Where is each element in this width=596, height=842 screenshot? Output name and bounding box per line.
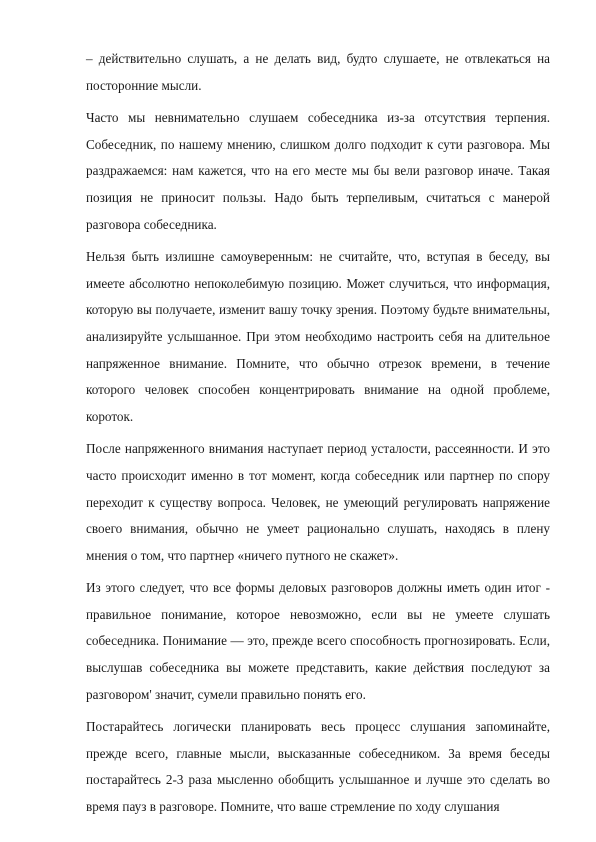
paragraph-4: После напряженного внимания наступает период усталости, рассеянности. И это часто происходит именно в тот момент, когда собеседник или партнер по спору переходит к существу вопроса. Человек, не умеющий регулировать напряжение своего внимания, обычно не умеет рационально слушать, находясь в плену мнения о том, что партнер «ничего путного не скажет».	[86, 441, 550, 563]
paragraph-2: Часто мы невнимательно слушаем собеседника из-за отсутствия терпения. Собеседник, по нашему мнению, слишком долго подходит к сути разговора. Мы раздражаемся: нам кажется, что на его месте мы бы вели разговор иначе. Такая позиция не приносит пользы. Надо быть терпеливым, считаться с манерой разговора собеседника.	[86, 110, 550, 232]
paragraph-5: Из этого следует, что все формы деловых разговоров должны иметь один итог - правильное понимание, которое невозможно, если вы не умеете слушать собеседника. Понимание — это, прежде всего способность прогнозировать. Если, выслушав собеседника вы можете представить, какие действия последуют за разговором' значит, сумели правильно понять его.	[86, 580, 550, 702]
paragraph-3: Нельзя быть излишне самоуверенным: не считайте, что, вступая в беседу, вы имеете абсолютно непоколебимую позицию. Может случиться, что информация, которую вы получаете, изменит вашу точку зрения. Поэтому будьте внимательны, анализируйте услышанное. При этом необходимо настроить себя на длительное напряженное внимание. Помните, что обычно отрезок времени, в течение которого человек способен концентрировать внимание на одной проблеме, короток.	[86, 249, 550, 424]
paragraph-1: – действительно слушать, а не делать вид, будто слушаете, не отвлекаться на посторонние мысли.	[86, 51, 550, 93]
paragraph-6: Постарайтесь логически планировать весь процесс слушания запоминайте, прежде всего, главные мысли, высказанные собеседником. За время беседы постарайтесь 2-3 раза мысленно обобщить услышанное и лучше это сделать во время пауз в разговоре. Помните, что ваше стремление по ходу слушания	[86, 719, 550, 815]
document-page	[86, 46, 550, 827]
